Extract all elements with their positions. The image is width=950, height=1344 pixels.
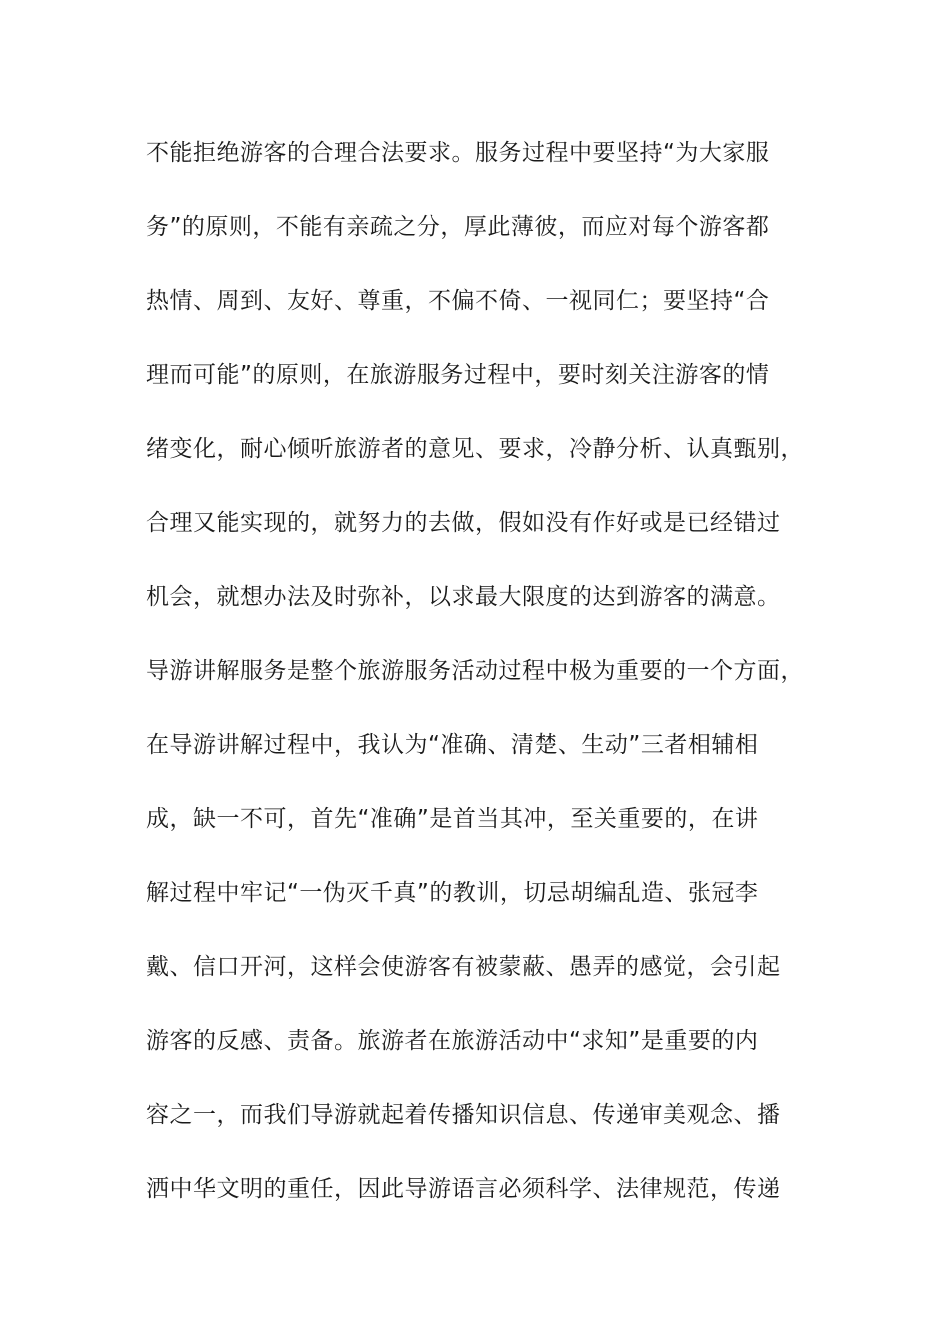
text-line: 理而可能”的原则，在旅游服务过程中，要时刻关注游客的情 — [146, 362, 770, 388]
text-line: 绪变化，耐心倾听旅游者的意见、要求，冷静分析、认真甄别， — [146, 436, 804, 462]
text-line: 导游讲解服务是整个旅游服务活动过程中极为重要的一个方面， — [146, 658, 804, 684]
text-line: 成，缺一不可，首先“准确”是首当其冲，至关重要的，在讲 — [146, 806, 759, 832]
body-text — [146, 130, 826, 1240]
text-line: 容之一，而我们导游就起着传播知识信息、传递审美观念、播 — [146, 1102, 781, 1128]
text-line: 洒中华文明的重任，因此导游语言必须科学、法律规范，传递 — [146, 1176, 781, 1202]
text-line: 解过程中牢记“一伪灭千真”的教训，切忌胡编乱造、张冠李 — [146, 880, 759, 906]
text-line: 合理又能实现的，就努力的去做，假如没有作好或是已经错过 — [146, 510, 781, 536]
text-line: 机会，就想办法及时弥补，以求最大限度的达到游客的满意。 — [146, 584, 781, 610]
text-line: 不能拒绝游客的合理合法要求。服务过程中要坚持“为大家服 — [146, 140, 770, 166]
text-line: 游客的反感、责备。旅游者在旅游活动中“求知”是重要的内 — [146, 1028, 759, 1054]
text-line: 在导游讲解过程中，我认为“准确、清楚、生动”三者相辅相 — [146, 732, 759, 758]
text-line: 务”的原则，不能有亲疏之分，厚此薄彼，而应对每个游客都 — [146, 214, 770, 240]
text-line: 戴、信口开河，这样会使游客有被蒙蔽、愚弄的感觉，会引起 — [146, 954, 781, 980]
text-line: 热情、周到、友好、尊重，不偏不倚、一视同仁；要坚持“合 — [146, 288, 770, 314]
